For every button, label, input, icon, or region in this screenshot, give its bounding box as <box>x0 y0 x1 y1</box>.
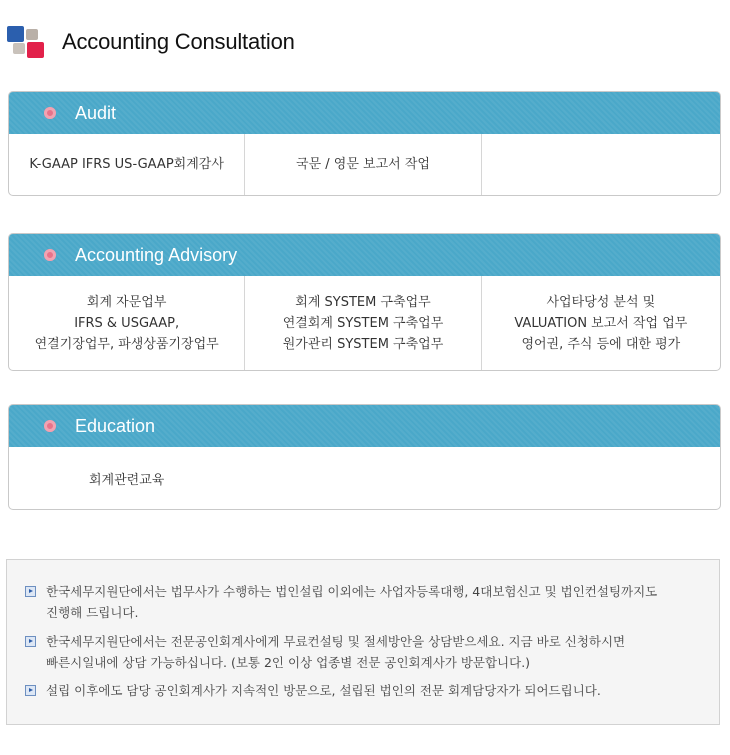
audit-title: Audit <box>75 102 117 123</box>
play-arrow-icon <box>25 685 36 696</box>
advisory-panel <box>8 233 721 371</box>
notice-line: 한국세무지원단에서는 전문공인회계사에게 무료컨설팅 및 절세방안을 상담받으세요. 지금 바로 신청하시면 <box>46 634 626 649</box>
audit-cell-1 <box>9 134 245 195</box>
advisory-cell-2 <box>245 276 481 370</box>
notice-line: 진행해 드립니다. <box>46 605 139 620</box>
notice-item-1 <box>25 581 706 623</box>
education-text: 회계관련교육 <box>89 473 165 488</box>
audit-cell-2 <box>245 134 481 195</box>
advisory-cell-line: 원가관리 SYSTEM 구축업무 <box>282 336 444 352</box>
advisory-cell-line: 연결회계 SYSTEM 구축업무 <box>282 315 444 331</box>
notice-item-3 <box>25 680 706 701</box>
notice-line: 빠른시일내에 상담 가능하십니다. (보통 2인 이상 업종별 전문 공인회계사가 방문합니다.) <box>46 655 531 670</box>
advisory-title: Accounting Advisory <box>75 244 238 265</box>
play-arrow-icon <box>25 636 36 647</box>
education-panel-header <box>9 405 720 447</box>
audit-panel-header <box>9 92 720 134</box>
page-header <box>7 22 295 62</box>
circle-bullet-icon <box>44 249 56 261</box>
notice-item-2 <box>25 631 706 673</box>
advisory-cell-line: VALUATION 보고서 작업 업무 <box>514 315 688 331</box>
circle-bullet-icon <box>44 420 56 432</box>
advisory-panel-header <box>9 234 720 276</box>
advisory-cell-line: 회계 자문업부 <box>86 294 167 310</box>
advisory-cell-line: 연결기장업무, 파생상품기장업무 <box>34 336 219 352</box>
audit-panel <box>8 91 721 196</box>
audit-cell-3 <box>482 134 720 195</box>
circle-bullet-icon <box>44 107 56 119</box>
page-title: Accounting Consultation <box>62 29 295 54</box>
play-arrow-icon <box>25 586 36 597</box>
notice-line: 설립 이후에도 담당 공인회계사가 지속적인 방문으로, 설립된 법인의 전문 회계담당자가 되어드립니다. <box>46 683 601 698</box>
education-title: Education <box>75 415 156 436</box>
advisory-cell-line: 사업타당성 분석 및 <box>546 294 656 310</box>
advisory-cell-3 <box>482 276 720 370</box>
education-panel <box>8 404 721 510</box>
logo-squares-icon <box>7 26 45 58</box>
advisory-cell-line: IFRS & USGAAP, <box>74 315 180 331</box>
audit-cell-line: 국문 / 영문 보고서 작업 <box>296 157 430 172</box>
notice-box <box>6 559 720 725</box>
notice-line: 한국세무지원단에서는 법무사가 수행하는 법인설립 이외에는 사업자등록대행, 4대보험신고 및 법인컨설팅까지도 <box>46 584 658 599</box>
audit-cell-line: K-GAAP IFRS US-GAAP회계감사 <box>29 157 224 172</box>
advisory-cell-line: 영어권, 주식 등에 대한 평가 <box>521 336 681 352</box>
advisory-cell-line: 회계 SYSTEM 구축업무 <box>295 294 431 310</box>
advisory-cell-1 <box>9 276 245 370</box>
